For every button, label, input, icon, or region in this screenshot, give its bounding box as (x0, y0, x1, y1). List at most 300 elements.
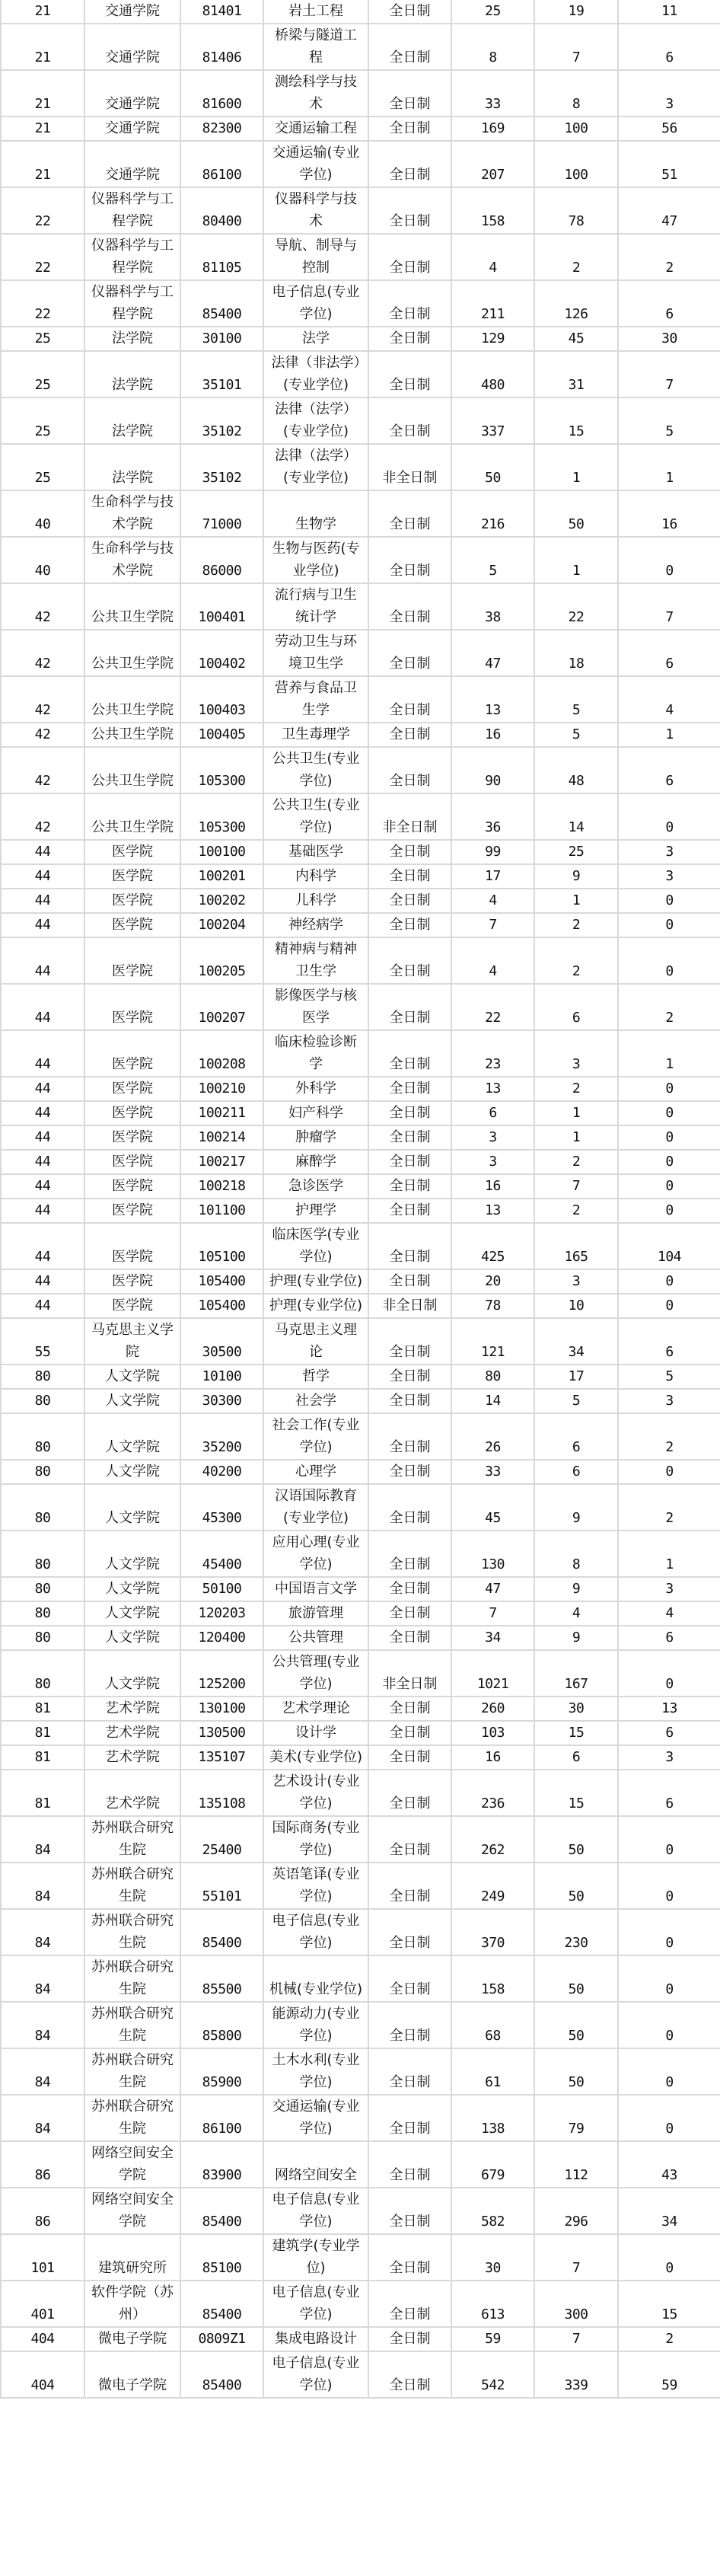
dept-name-cell: 人文学院 (84, 1577, 180, 1601)
admitted-cell: 50 (534, 2048, 618, 2095)
admitted-cell: 6 (534, 984, 618, 1030)
study-mode-cell: 全日制 (368, 1150, 451, 1174)
dept-name-cell: 艺术学院 (84, 1745, 180, 1770)
exempt-cell: 11 (618, 0, 720, 24)
table-row (1, 747, 720, 793)
major-name-cell: 法学 (263, 327, 368, 351)
major-name-cell: 神经病学 (263, 913, 368, 937)
table-row (1, 2002, 720, 2048)
table-row (1, 141, 720, 187)
table-body (1, 0, 720, 2398)
major-name-cell: 公共管理 (263, 1626, 368, 1650)
exempt-cell: 1 (618, 723, 720, 747)
dept-name-cell: 艺术学院 (84, 1697, 180, 1721)
major-code-cell: 101100 (180, 1199, 263, 1223)
exempt-cell: 51 (618, 141, 720, 187)
applicants-cell: 16 (451, 1745, 534, 1770)
dept-code-cell: 44 (1, 1174, 84, 1199)
applicants-cell: 370 (451, 1909, 534, 1955)
study-mode-cell: 全日制 (368, 70, 451, 117)
applicants-cell: 138 (451, 2095, 534, 2141)
admitted-cell: 19 (534, 0, 618, 24)
table-row (1, 1125, 720, 1150)
exempt-cell: 104 (618, 1223, 720, 1269)
table-row (1, 351, 720, 397)
table-row (1, 1150, 720, 1174)
major-code-cell: 100202 (180, 889, 263, 913)
major-name-cell: 集成电路设计 (263, 2327, 368, 2351)
admitted-cell: 15 (534, 397, 618, 444)
dept-name-cell: 交通学院 (84, 24, 180, 70)
applicants-cell: 25 (451, 0, 534, 24)
applicants-cell: 542 (451, 2351, 534, 2398)
dept-name-cell: 医学院 (84, 1150, 180, 1174)
applicants-cell: 5 (451, 537, 534, 583)
dept-code-cell: 81 (1, 1697, 84, 1721)
major-name-cell: 旅游管理 (263, 1601, 368, 1626)
exempt-cell: 3 (618, 1577, 720, 1601)
major-code-cell: 45400 (180, 1531, 263, 1577)
major-name-cell: 妇产科学 (263, 1101, 368, 1125)
study-mode-cell: 全日制 (368, 747, 451, 793)
major-code-cell: 85100 (180, 2234, 263, 2281)
dept-code-cell: 42 (1, 747, 84, 793)
table-row (1, 1365, 720, 1389)
major-code-cell: 100402 (180, 630, 263, 676)
study-mode-cell: 全日制 (368, 676, 451, 723)
major-name-cell: 电子信息(专业学位) (263, 2281, 368, 2327)
applicants-cell: 80 (451, 1365, 534, 1389)
dept-code-cell: 81 (1, 1745, 84, 1770)
table-row (1, 397, 720, 444)
table-row (1, 1389, 720, 1413)
table-row (1, 2095, 720, 2141)
exempt-cell: 4 (618, 676, 720, 723)
applicants-cell: 582 (451, 2188, 534, 2234)
major-name-cell: 法律（法学）(专业学位) (263, 397, 368, 444)
major-name-cell: 中国语言文学 (263, 1577, 368, 1601)
dept-code-cell: 42 (1, 630, 84, 676)
dept-name-cell: 仪器科学与工程学院 (84, 234, 180, 280)
study-mode-cell: 全日制 (368, 280, 451, 327)
table-row (1, 1577, 720, 1601)
study-mode-cell: 全日制 (368, 1721, 451, 1745)
major-code-cell: 100207 (180, 984, 263, 1030)
dept-code-cell: 81 (1, 1770, 84, 1816)
major-code-cell: 125200 (180, 1650, 263, 1697)
major-code-cell: 100211 (180, 1101, 263, 1125)
exempt-cell: 6 (618, 630, 720, 676)
exempt-cell: 47 (618, 187, 720, 234)
dept-code-cell: 42 (1, 723, 84, 747)
major-code-cell: 130100 (180, 1697, 263, 1721)
dept-code-cell: 44 (1, 1030, 84, 1077)
admitted-cell: 2 (534, 1199, 618, 1223)
exempt-cell: 2 (618, 984, 720, 1030)
dept-name-cell: 法学院 (84, 444, 180, 490)
study-mode-cell: 全日制 (368, 2048, 451, 2095)
study-mode-cell: 全日制 (368, 2351, 451, 2398)
dept-name-cell: 人文学院 (84, 1413, 180, 1460)
study-mode-cell: 全日制 (368, 583, 451, 630)
dept-name-cell: 医学院 (84, 1294, 180, 1318)
dept-name-cell: 医学院 (84, 1077, 180, 1101)
applicants-cell: 216 (451, 490, 534, 537)
admitted-cell: 100 (534, 117, 618, 141)
major-code-cell: 120203 (180, 1601, 263, 1626)
major-code-cell: 35102 (180, 397, 263, 444)
dept-name-cell: 网络空间安全学院 (84, 2141, 180, 2188)
table-row (1, 1650, 720, 1697)
applicants-cell: 425 (451, 1223, 534, 1269)
major-name-cell: 电子信息(专业学位) (263, 1909, 368, 1955)
major-code-cell: 81406 (180, 24, 263, 70)
major-code-cell: 0809Z1 (180, 2327, 263, 2351)
major-code-cell: 105100 (180, 1223, 263, 1269)
major-name-cell: 交通运输(专业学位) (263, 141, 368, 187)
exempt-cell: 6 (618, 24, 720, 70)
dept-code-cell: 25 (1, 397, 84, 444)
dept-name-cell: 苏州联合研究生院 (84, 1955, 180, 2002)
dept-code-cell: 21 (1, 24, 84, 70)
table-row (1, 1484, 720, 1531)
major-name-cell: 哲学 (263, 1365, 368, 1389)
table-row (1, 1601, 720, 1626)
dept-name-cell: 法学院 (84, 351, 180, 397)
dept-name-cell: 公共卫生学院 (84, 723, 180, 747)
applicants-cell: 13 (451, 1077, 534, 1101)
major-code-cell: 85900 (180, 2048, 263, 2095)
dept-name-cell: 人文学院 (84, 1484, 180, 1531)
study-mode-cell: 全日制 (368, 1223, 451, 1269)
dept-name-cell: 公共卫生学院 (84, 583, 180, 630)
admitted-cell: 5 (534, 676, 618, 723)
dept-code-cell: 44 (1, 1101, 84, 1125)
admitted-cell: 5 (534, 1389, 618, 1413)
exempt-cell: 0 (618, 1863, 720, 1909)
exempt-cell: 0 (618, 1816, 720, 1863)
table-row (1, 1269, 720, 1294)
admitted-cell: 7 (534, 24, 618, 70)
table-row (1, 793, 720, 840)
table-row (1, 1318, 720, 1365)
major-code-cell: 135107 (180, 1745, 263, 1770)
exempt-cell: 5 (618, 1365, 720, 1389)
table-row (1, 723, 720, 747)
table-row (1, 840, 720, 864)
study-mode-cell: 全日制 (368, 1174, 451, 1199)
applicants-cell: 78 (451, 1294, 534, 1318)
table-row (1, 2281, 720, 2327)
major-name-cell: 能源动力(专业学位) (263, 2002, 368, 2048)
dept-code-cell: 81 (1, 1721, 84, 1745)
admitted-cell: 78 (534, 187, 618, 234)
admitted-cell: 15 (534, 1770, 618, 1816)
admitted-cell: 4 (534, 1601, 618, 1626)
dept-name-cell: 艺术学院 (84, 1721, 180, 1745)
dept-name-cell: 苏州联合研究生院 (84, 1909, 180, 1955)
dept-name-cell: 软件学院（苏州） (84, 2281, 180, 2327)
dept-code-cell: 80 (1, 1484, 84, 1531)
dept-code-cell: 401 (1, 2281, 84, 2327)
applicants-cell: 158 (451, 187, 534, 234)
admitted-cell: 7 (534, 2327, 618, 2351)
applicants-cell: 34 (451, 1626, 534, 1650)
major-name-cell: 建筑学(专业学位) (263, 2234, 368, 2281)
dept-code-cell: 44 (1, 1294, 84, 1318)
dept-code-cell: 80 (1, 1413, 84, 1460)
major-code-cell: 35200 (180, 1413, 263, 1460)
dept-code-cell: 86 (1, 2141, 84, 2188)
major-name-cell: 电子信息(专业学位) (263, 2351, 368, 2398)
major-code-cell: 30300 (180, 1389, 263, 1413)
dept-code-cell: 80 (1, 1577, 84, 1601)
admitted-cell: 50 (534, 1955, 618, 2002)
dept-code-cell: 44 (1, 1150, 84, 1174)
major-code-cell: 130500 (180, 1721, 263, 1745)
major-name-cell: 法律（非法学）(专业学位) (263, 351, 368, 397)
table-row (1, 1909, 720, 1955)
major-name-cell: 公共管理(专业学位) (263, 1650, 368, 1697)
major-name-cell: 法律（法学）(专业学位) (263, 444, 368, 490)
major-code-cell: 55101 (180, 1863, 263, 1909)
exempt-cell: 0 (618, 2048, 720, 2095)
dept-name-cell: 医学院 (84, 913, 180, 937)
applicants-cell: 211 (451, 280, 534, 327)
exempt-cell: 13 (618, 1697, 720, 1721)
table-row (1, 1101, 720, 1125)
major-code-cell: 85400 (180, 2281, 263, 2327)
major-code-cell: 100205 (180, 937, 263, 984)
exempt-cell: 6 (618, 1626, 720, 1650)
major-code-cell: 35101 (180, 351, 263, 397)
admitted-cell: 8 (534, 70, 618, 117)
dept-name-cell: 医学院 (84, 1223, 180, 1269)
study-mode-cell: 全日制 (368, 397, 451, 444)
applicants-cell: 337 (451, 397, 534, 444)
admitted-cell: 15 (534, 1721, 618, 1745)
major-name-cell: 艺术设计(专业学位) (263, 1770, 368, 1816)
applicants-cell: 33 (451, 1460, 534, 1484)
exempt-cell: 5 (618, 397, 720, 444)
study-mode-cell: 全日制 (368, 351, 451, 397)
study-mode-cell: 全日制 (368, 889, 451, 913)
table-row (1, 2351, 720, 2398)
table-row (1, 1460, 720, 1484)
dept-code-cell: 44 (1, 864, 84, 889)
exempt-cell: 0 (618, 1150, 720, 1174)
major-code-cell: 105300 (180, 793, 263, 840)
applicants-cell: 14 (451, 1389, 534, 1413)
major-code-cell: 105400 (180, 1294, 263, 1318)
major-code-cell: 100403 (180, 676, 263, 723)
table-row (1, 2234, 720, 2281)
study-mode-cell: 全日制 (368, 984, 451, 1030)
exempt-cell: 0 (618, 937, 720, 984)
major-name-cell: 国际商务(专业学位) (263, 1816, 368, 1863)
dept-code-cell: 44 (1, 1125, 84, 1150)
major-name-cell: 流行病与卫生统计学 (263, 583, 368, 630)
table-row (1, 187, 720, 234)
dept-name-cell: 医学院 (84, 1269, 180, 1294)
table-row (1, 1816, 720, 1863)
major-code-cell: 10100 (180, 1365, 263, 1389)
major-name-cell: 麻醉学 (263, 1150, 368, 1174)
study-mode-cell: 全日制 (368, 1745, 451, 1770)
admitted-cell: 230 (534, 1909, 618, 1955)
study-mode-cell: 全日制 (368, 327, 451, 351)
exempt-cell: 2 (618, 2327, 720, 2351)
applicants-cell: 47 (451, 630, 534, 676)
major-code-cell: 135108 (180, 1770, 263, 1816)
table-row (1, 2327, 720, 2351)
applicants-cell: 59 (451, 2327, 534, 2351)
admitted-cell: 2 (534, 1150, 618, 1174)
dept-code-cell: 84 (1, 1909, 84, 1955)
applicants-cell: 16 (451, 723, 534, 747)
applicants-cell: 130 (451, 1531, 534, 1577)
applicants-cell: 121 (451, 1318, 534, 1365)
admitted-cell: 14 (534, 793, 618, 840)
dept-name-cell: 医学院 (84, 1101, 180, 1125)
study-mode-cell: 全日制 (368, 913, 451, 937)
major-code-cell: 81401 (180, 0, 263, 24)
exempt-cell: 4 (618, 1601, 720, 1626)
major-code-cell: 30100 (180, 327, 263, 351)
study-mode-cell: 全日制 (368, 1909, 451, 1955)
major-code-cell: 85400 (180, 280, 263, 327)
dept-name-cell: 网络空间安全学院 (84, 2188, 180, 2234)
major-code-cell: 100217 (180, 1150, 263, 1174)
applicants-cell: 236 (451, 1770, 534, 1816)
table-row (1, 1770, 720, 1816)
table-row (1, 2141, 720, 2188)
exempt-cell: 1 (618, 1531, 720, 1577)
dept-name-cell: 交通学院 (84, 70, 180, 117)
study-mode-cell: 全日制 (368, 1101, 451, 1125)
study-mode-cell: 全日制 (368, 141, 451, 187)
table-row (1, 1697, 720, 1721)
exempt-cell: 2 (618, 1484, 720, 1531)
dept-name-cell: 公共卫生学院 (84, 630, 180, 676)
admitted-cell: 6 (534, 1745, 618, 1770)
exempt-cell: 0 (618, 1101, 720, 1125)
admitted-cell: 112 (534, 2141, 618, 2188)
table-row (1, 117, 720, 141)
dept-code-cell: 25 (1, 327, 84, 351)
applicants-cell: 103 (451, 1721, 534, 1745)
major-code-cell: 83900 (180, 2141, 263, 2188)
major-name-cell: 交通运输(专业学位) (263, 2095, 368, 2141)
dept-name-cell: 仪器科学与工程学院 (84, 187, 180, 234)
dept-code-cell: 44 (1, 1199, 84, 1223)
exempt-cell: 6 (618, 1721, 720, 1745)
exempt-cell: 0 (618, 1909, 720, 1955)
applicants-cell: 47 (451, 1577, 534, 1601)
admitted-cell: 1 (534, 889, 618, 913)
exempt-cell: 16 (618, 490, 720, 537)
dept-name-cell: 建筑研究所 (84, 2234, 180, 2281)
study-mode-cell: 全日制 (368, 1460, 451, 1484)
exempt-cell: 0 (618, 1294, 720, 1318)
major-code-cell: 81105 (180, 234, 263, 280)
dept-code-cell: 55 (1, 1318, 84, 1365)
applicants-cell: 68 (451, 2002, 534, 2048)
study-mode-cell: 全日制 (368, 24, 451, 70)
applicants-cell: 17 (451, 864, 534, 889)
major-name-cell: 儿科学 (263, 889, 368, 913)
table-row (1, 1413, 720, 1460)
admitted-cell: 9 (534, 864, 618, 889)
exempt-cell: 0 (618, 1077, 720, 1101)
exempt-cell: 0 (618, 913, 720, 937)
admitted-cell: 17 (534, 1365, 618, 1389)
major-code-cell: 85400 (180, 2351, 263, 2398)
major-code-cell: 86100 (180, 141, 263, 187)
admitted-cell: 10 (534, 1294, 618, 1318)
major-name-cell: 生物学 (263, 490, 368, 537)
exempt-cell: 0 (618, 1955, 720, 2002)
table-row (1, 1294, 720, 1318)
study-mode-cell: 全日制 (368, 537, 451, 583)
major-name-cell: 内科学 (263, 864, 368, 889)
study-mode-cell: 全日制 (368, 2002, 451, 2048)
dept-code-cell: 80 (1, 1650, 84, 1697)
dept-code-cell: 80 (1, 1626, 84, 1650)
study-mode-cell: 全日制 (368, 723, 451, 747)
exempt-cell: 34 (618, 2188, 720, 2234)
admitted-cell: 50 (534, 2002, 618, 2048)
table-row (1, 1863, 720, 1909)
major-code-cell: 105400 (180, 1269, 263, 1294)
applicants-cell: 1021 (451, 1650, 534, 1697)
major-code-cell: 35102 (180, 444, 263, 490)
dept-code-cell: 44 (1, 937, 84, 984)
dept-code-cell: 21 (1, 70, 84, 117)
admitted-cell: 296 (534, 2188, 618, 2234)
dept-code-cell: 25 (1, 351, 84, 397)
admitted-cell: 9 (534, 1577, 618, 1601)
study-mode-cell: 非全日制 (368, 444, 451, 490)
study-mode-cell: 全日制 (368, 1318, 451, 1365)
dept-name-cell: 仪器科学与工程学院 (84, 280, 180, 327)
major-code-cell: 100218 (180, 1174, 263, 1199)
exempt-cell: 0 (618, 889, 720, 913)
study-mode-cell: 全日制 (368, 1863, 451, 1909)
admitted-cell: 1 (534, 537, 618, 583)
study-mode-cell: 全日制 (368, 630, 451, 676)
dept-name-cell: 马克思主义学院 (84, 1318, 180, 1365)
applicants-cell: 3 (451, 1150, 534, 1174)
dept-name-cell: 生命科学与技术学院 (84, 490, 180, 537)
study-mode-cell: 全日制 (368, 1626, 451, 1650)
dept-name-cell: 公共卫生学院 (84, 676, 180, 723)
exempt-cell: 59 (618, 2351, 720, 2398)
table-row (1, 1223, 720, 1269)
major-name-cell: 临床检验诊断学 (263, 1030, 368, 1077)
dept-code-cell: 44 (1, 840, 84, 864)
admitted-cell: 100 (534, 141, 618, 187)
major-code-cell: 80400 (180, 187, 263, 234)
dept-name-cell: 生命科学与技术学院 (84, 537, 180, 583)
dept-name-cell: 艺术学院 (84, 1770, 180, 1816)
exempt-cell: 0 (618, 1199, 720, 1223)
applicants-cell: 262 (451, 1816, 534, 1863)
applicants-cell: 7 (451, 1601, 534, 1626)
study-mode-cell: 全日制 (368, 1601, 451, 1626)
major-name-cell: 影像医学与核医学 (263, 984, 368, 1030)
dept-code-cell: 42 (1, 583, 84, 630)
